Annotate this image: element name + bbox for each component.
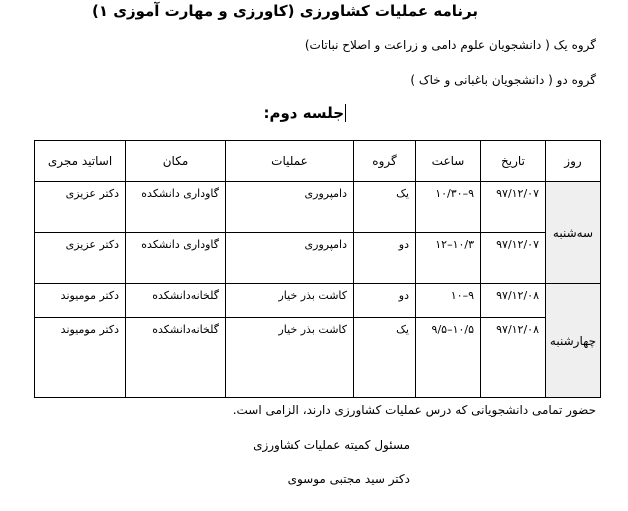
session-heading: جلسه دوم: (263, 104, 344, 122)
time-cell: ۹–۱۰/۳۰ (416, 182, 481, 233)
table-row (35, 284, 601, 318)
header-group: گروه (354, 141, 416, 182)
operation-cell: دامپروری (226, 182, 354, 233)
page-title: برنامه عملیات کشاورزی (کاورزی و مهارت آموزی ۱) (91, 2, 478, 20)
header-day: روز (546, 141, 601, 182)
instructor-cell: دکتر مومیوند (35, 284, 126, 318)
date-cell: ۹۷/۱۲/۰۸ (481, 318, 546, 398)
time-cell: ۹–۱۰ (416, 284, 481, 318)
group-cell: دو (354, 284, 416, 318)
date-cell: ۹۷/۱۲/۰۸ (481, 284, 546, 318)
instructor-cell: دکتر عزیزی (35, 233, 126, 284)
time-cell: ۱۰/۵–۹/۵ (416, 318, 481, 398)
header-date: تاریخ (481, 141, 546, 182)
place-cell: گاوداری دانشکده (126, 233, 226, 284)
place-cell: گاوداری دانشکده (126, 182, 226, 233)
place-cell: گلخانه‌دانشکده (126, 318, 226, 398)
schedule-table (34, 140, 601, 398)
group-two-description: گروه دو ( دانشجویان باغبانی و خاک ) (410, 73, 596, 87)
instructor-cell: دکتر عزیزی (35, 182, 126, 233)
group-cell: دو (354, 233, 416, 284)
table-row (35, 233, 601, 284)
group-cell: یک (354, 182, 416, 233)
header-time: ساعت (416, 141, 481, 182)
operation-cell: کاشت بذر خیار (226, 284, 354, 318)
header-operation: عملیات (226, 141, 354, 182)
header-place: مکان (126, 141, 226, 182)
date-cell: ۹۷/۱۲/۰۷ (481, 233, 546, 284)
table-row (35, 318, 601, 398)
header-instructor: اساتید مجری (35, 141, 126, 182)
group-one-description: گروه یک ( دانشجویان علوم دامی و زراعت و اصلاح نباتات) (304, 38, 596, 52)
day-cell: چهارشنبه (546, 284, 601, 398)
text-cursor (345, 104, 346, 122)
attendance-note: حضور تمامی دانشجویانی که درس عملیات کشاورزی دارند، الزامی است. (232, 403, 596, 417)
date-cell: ۹۷/۱۲/۰۷ (481, 182, 546, 233)
instructor-cell: دکتر مومیوند (35, 318, 126, 398)
time-cell: ۱۰/۳–۱۲ (416, 233, 481, 284)
table-row (35, 182, 601, 233)
operation-cell: دامپروری (226, 233, 354, 284)
operation-cell: کاشت بذر خیار (226, 318, 354, 398)
place-cell: گلخانه‌دانشکده (126, 284, 226, 318)
table-header-row (35, 141, 601, 182)
signature-name: دکتر سید مجتبی موسوی (287, 472, 410, 486)
signature-role: مسئول کمیته عملیات کشاورزی (253, 438, 410, 452)
group-cell: یک (354, 318, 416, 398)
day-cell: سه‌شنبه (546, 182, 601, 284)
